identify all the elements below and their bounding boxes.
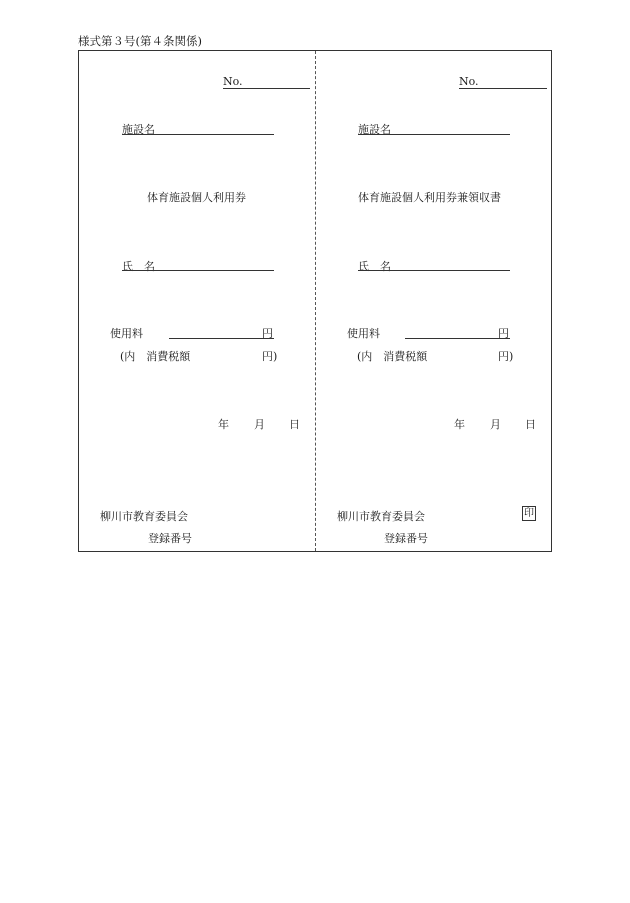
seal-mark: 印: [524, 508, 534, 519]
ticket-form: [78, 50, 552, 552]
facility-name-field[interactable]: [122, 134, 274, 135]
tax-yen: 円): [262, 350, 278, 363]
name-field[interactable]: [122, 270, 274, 271]
name-label: 氏 名: [122, 260, 155, 273]
number-field[interactable]: [223, 88, 310, 89]
receipt-title: 体育施設個人利用券兼領収書: [358, 191, 501, 204]
date-year: 年: [454, 418, 465, 431]
form-number-label: 様式第３号(第４条関係): [78, 34, 202, 48]
date-day: 日: [289, 418, 300, 431]
date-month: 月: [254, 418, 265, 431]
facility-name-label: 施設名: [358, 123, 391, 136]
facility-name-label: 施設名: [122, 123, 155, 136]
registration-number-label: 登録番号: [148, 532, 192, 545]
issuer-name: 柳川市教育委員会: [337, 510, 425, 523]
tax-label: (内 消費税額: [120, 350, 191, 363]
facility-name-field[interactable]: [358, 134, 510, 135]
ticket-panel: [79, 51, 315, 551]
tax-yen: 円): [498, 350, 514, 363]
fee-label: 使用料: [347, 327, 380, 340]
issuer-name: 柳川市教育委員会: [100, 510, 188, 523]
number-field[interactable]: [459, 88, 547, 89]
date-day: 日: [525, 418, 536, 431]
fee-label: 使用料: [110, 327, 143, 340]
registration-number-label: 登録番号: [384, 532, 428, 545]
number-label: No.: [223, 75, 243, 88]
ticket-title: 体育施設個人利用券: [147, 191, 246, 204]
fee-yen: 円: [498, 327, 509, 340]
fee-field[interactable]: [169, 338, 274, 339]
name-field[interactable]: [358, 270, 510, 271]
date-month: 月: [490, 418, 501, 431]
tax-label: (内 消費税額: [357, 350, 428, 363]
fee-field[interactable]: [405, 338, 510, 339]
fee-yen: 円: [262, 327, 273, 340]
name-label: 氏 名: [358, 260, 391, 273]
number-label: No.: [459, 75, 479, 88]
date-year: 年: [218, 418, 229, 431]
receipt-panel: [316, 51, 552, 551]
